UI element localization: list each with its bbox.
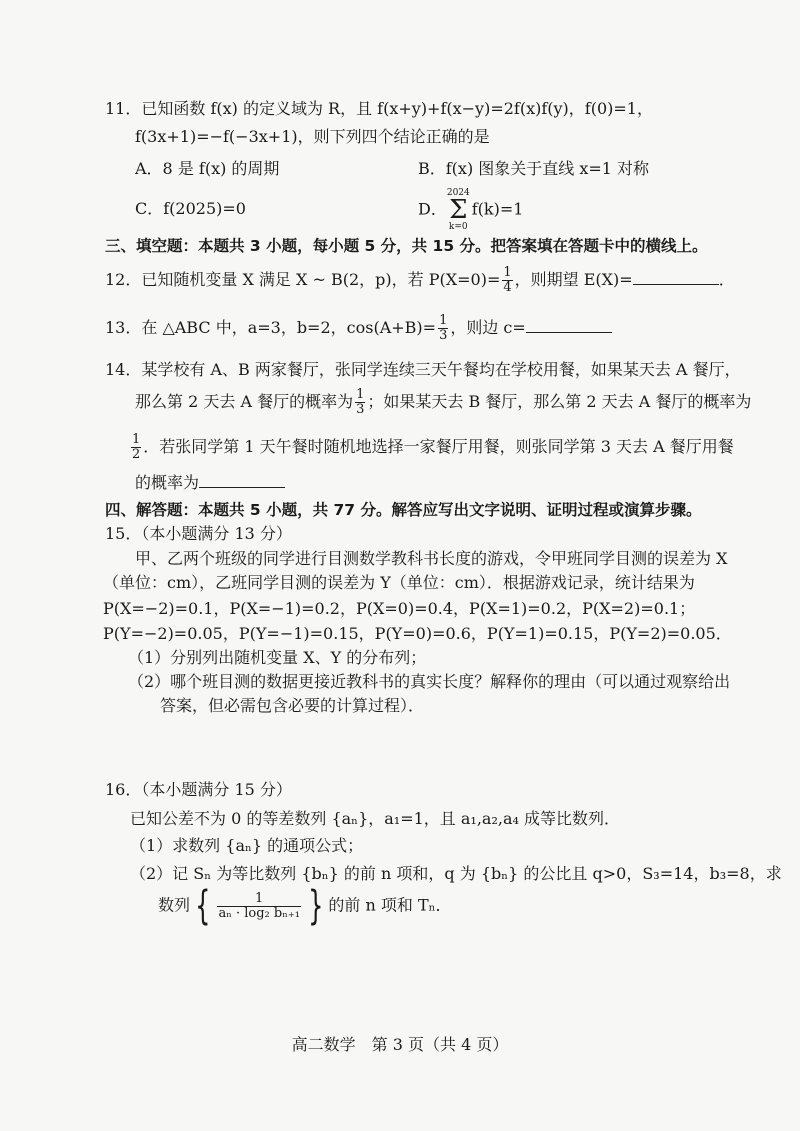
q11-option-d-expr: f(k)=1 [471,199,524,219]
sum-lower-limit: k=0 [448,222,468,232]
q15-line1: 甲、乙两个班级的同学进行目测数学教科书长度的游戏，令甲班同学目测的误差为 X [135,549,728,568]
q12-text-end: ． [718,270,735,289]
q16-sub2: （2）记 Sₙ 为等比数列 {bₙ} 的前 n 项和，q 为 {bₙ} 的公比且 q>0，S₃=14，b₃=8，求 [130,864,782,883]
q13-text-post: ，则边 c= [450,318,526,337]
q16-frac-num: 1 [217,892,300,907]
q13-fraction [438,314,448,343]
q14-frac1-num: 1 [356,387,365,402]
q14-frac1-den: 3 [356,402,365,417]
q11-option-a: A．8 是 f(x) 的周期 [135,159,280,178]
q13-frac-den: 3 [439,328,448,343]
q16-series-post: 的前 n 项和 Tₙ． [328,895,452,915]
q14-fraction-1 [355,388,365,417]
q16-sub1: （1）求数列 {aₙ} 的通项公式； [130,836,364,855]
q12-fraction [502,266,512,295]
q12-text-post: ，则期望 E(X)= [514,270,633,289]
q13-line [105,314,612,343]
q14-line2-post: ；如果某天去 B 餐厅，那么第 2 天去 A 餐厅的概率为 [367,392,752,411]
q11-option-d-label: D． [418,199,447,219]
summation-icon: 2024 Σ k=0 [446,188,470,232]
q14-line3 [129,433,734,462]
right-brace-icon: } [308,883,324,929]
q16-line1: 已知公差不为 0 的等差数列 {aₙ}，a₁=1，且 a₁,a₂,a₄ 成等比数列． [130,809,621,828]
q12-line [105,266,735,295]
page-footer: 高二数学 第 3 页（共 4 页） [291,1035,509,1054]
q14-fraction-2 [131,433,141,462]
q16-frac-den: aₙ · log₂ bₙ₊₁ [218,905,300,921]
q15-heading: 15．（本小题满分 13 分） [105,524,292,543]
q11-option-b: B．f(x) 图象关于直线 x=1 对称 [418,159,650,178]
q14-line2 [135,388,751,417]
q15-line4: P(Y=−2)=0.05，P(Y=−1)=0.15，P(Y=0)=0.6，P(Y=1)=0.15，P(Y=2)=0.05． [103,624,732,643]
left-brace-icon: { [195,883,211,929]
q14-line2-pre: 那么第 2 天去 A 餐厅的概率为 [135,392,354,411]
section-3-heading: 三、填空题：本题共 3 小题，每小题 5 分，共 15 分。把答案填在答题卡中的横线上。 [105,237,708,255]
q13-answer-blank [526,318,612,333]
q14-frac2-den: 2 [132,447,141,462]
q15-sub2a: （2）哪个班目测的数据更接近教科书的真实长度？解释你的理由（可以通过观察给出 [128,672,731,691]
q12-answer-blank [633,270,719,285]
q14-line3-post: ．若张同学第 1 天午餐时随机地选择一家餐厅用餐，则张同学第 3 天去 A 餐厅用餐 [143,437,734,456]
q11-option-c: C．f(2025)=0 [135,199,246,218]
q16-heading: 16．（本小题满分 15 分） [105,780,292,799]
q13-frac-num: 1 [439,313,448,328]
q16-series-pre: 数列 [158,895,191,915]
q15-line2: （单位：cm），乙班同学目测的误差为 Y（单位：cm）．根据游戏记录，统计结果为 [103,573,695,592]
q12-text-pre: 12．已知随机变量 X 满足 X ~ B(2，p)，若 P(X=0)= [105,270,501,289]
q14-answer-blank [199,473,285,488]
section-4-heading: 四、解答题：本题共 5 小题，共 77 分。解答应写出文字说明、证明过程或演算步骤。 [105,501,702,519]
q14-frac2-num: 1 [132,432,141,447]
q12-frac-den: 4 [503,280,512,295]
q14-line4 [135,473,285,493]
q12-frac-num: 1 [503,265,512,280]
q16-fraction [217,892,300,921]
q16-sub2-series [158,883,452,929]
q14-line1: 14．某学校有 A、B 两家餐厅，张同学连续三天午餐均在学校用餐，如果某天去 A 餐厅， [105,360,741,379]
q11-option-d [418,188,523,232]
q13-text-pre: 13．在 △ABC 中，a=3，b=2，cos(A+B)= [105,318,437,337]
sum-upper-limit: 2024 [446,188,470,198]
q11-line1: 11．已知函数 f(x) 的定义域为 R，且 f(x+y)+f(x−y)=2f(x)f(y)，f(0)=1， [105,99,653,118]
q15-sub1: （1）分别列出随机变量 X、Y 的分布列； [128,648,427,667]
q11-line2: f(3x+1)=−f(−3x+1)，则下列四个结论正确的是 [135,127,490,146]
q15-sub2b: 答案，但必需包含必要的计算过程）． [160,696,425,715]
q14-line4-text: 的概率为 [135,473,200,492]
q15-line3: P(X=−2)=0.1，P(X=−1)=0.2，P(X=0)=0.4，P(X=1)=0.2，P(X=2)=0.1； [103,599,696,618]
